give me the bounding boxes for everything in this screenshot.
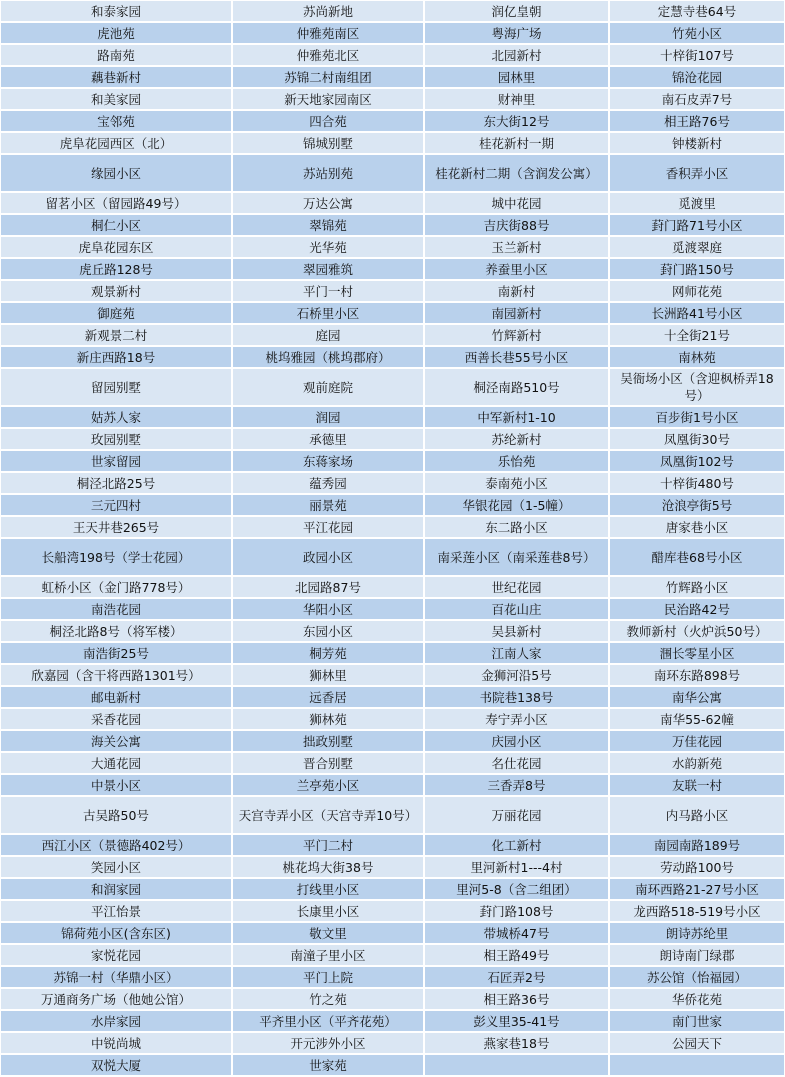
community-name-cell: 大通花园	[1, 753, 231, 773]
community-name-cell: 虹桥小区（金门路778号）	[1, 577, 231, 597]
community-name-cell: 南园南路189号	[610, 835, 784, 855]
community-name-cell: 华银花园（1-5幢）	[425, 495, 608, 515]
community-name-cell: 园林里	[425, 67, 608, 87]
community-name-cell: 吴县新村	[425, 621, 608, 641]
table-row	[1, 797, 784, 833]
community-name-cell	[425, 1055, 608, 1075]
community-name-cell: 朗诗苏纶里	[610, 923, 784, 943]
community-name-cell: 龙西路518-519号小区	[610, 901, 784, 921]
table-row	[1, 879, 784, 899]
community-name-cell: 狮林里	[233, 665, 423, 685]
community-name-cell: 燕家巷18号	[425, 1033, 608, 1053]
community-name-cell: 缘园小区	[1, 155, 231, 191]
community-name-cell: 观景新村	[1, 281, 231, 301]
table-row	[1, 775, 784, 795]
community-name-cell: 仲雅苑南区	[233, 23, 423, 43]
community-name-cell: 里河新村1---4村	[425, 857, 608, 877]
community-name-cell: 和美家园	[1, 89, 231, 109]
community-name-cell: 相王路76号	[610, 111, 784, 131]
community-name-cell: 古吴路50号	[1, 797, 231, 833]
table-row	[1, 259, 784, 279]
table-row	[1, 237, 784, 257]
table-row	[1, 517, 784, 537]
table-row	[1, 901, 784, 921]
community-name-cell: 兰亭苑小区	[233, 775, 423, 795]
community-name-cell: 平江怡景	[1, 901, 231, 921]
community-name-cell: 定慧寺巷64号	[610, 1, 784, 21]
table-row	[1, 23, 784, 43]
community-name-cell: 香积弄小区	[610, 155, 784, 191]
community-name-cell: 政园小区	[233, 539, 423, 575]
table-row	[1, 67, 784, 87]
table-row	[1, 643, 784, 663]
community-name-cell: 平门一村	[233, 281, 423, 301]
community-name-cell: 笑园小区	[1, 857, 231, 877]
community-name-cell: 敬文里	[233, 923, 423, 943]
community-name-cell: 三香弄8号	[425, 775, 608, 795]
community-name-cell: 长船湾198号（学士花园）	[1, 539, 231, 575]
table-row	[1, 193, 784, 213]
community-name-cell: 路南苑	[1, 45, 231, 65]
table-row	[1, 709, 784, 729]
community-name-cell: 平门二村	[233, 835, 423, 855]
community-name-cell: 世家留园	[1, 451, 231, 471]
community-name-cell: 欣嘉园（含干将西路1301号）	[1, 665, 231, 685]
community-name-cell: 桐泾北路25号	[1, 473, 231, 493]
community-name-cell: 虎丘路128号	[1, 259, 231, 279]
community-name-cell: 水岸家园	[1, 1011, 231, 1031]
community-name-cell: 江南人家	[425, 643, 608, 663]
community-name-cell: 吉庆街88号	[425, 215, 608, 235]
community-name-cell: 相王路36号	[425, 989, 608, 1009]
community-name-cell: 寿宁弄小区	[425, 709, 608, 729]
community-name-cell: 凤凰街102号	[610, 451, 784, 471]
community-name-cell: 竹辉路小区	[610, 577, 784, 597]
community-name-cell: 南华公寓	[610, 687, 784, 707]
community-name-cell: 十全街21号	[610, 325, 784, 345]
community-name-cell: 远香居	[233, 687, 423, 707]
community-name-cell: 钟楼新村	[610, 133, 784, 153]
community-name-cell: 东二路小区	[425, 517, 608, 537]
community-name-cell: 万达公寓	[233, 193, 423, 213]
community-name-cell: 苏锦一村（华鼎小区）	[1, 967, 231, 987]
community-name-cell: 南浩花园	[1, 599, 231, 619]
community-name-cell: 邮电新村	[1, 687, 231, 707]
community-name-cell: 开元涉外小区	[233, 1033, 423, 1053]
table-row	[1, 923, 784, 943]
community-name-cell: 平齐里小区（平齐花苑）	[233, 1011, 423, 1031]
community-name-cell: 藕巷新村	[1, 67, 231, 87]
community-name-cell: 虎阜花园东区	[1, 237, 231, 257]
table-row	[1, 1033, 784, 1053]
table-row	[1, 599, 784, 619]
community-name-cell: 百花山庄	[425, 599, 608, 619]
community-name-cell: 彭义里35-41号	[425, 1011, 608, 1031]
table-row	[1, 665, 784, 685]
community-name-cell: 庭园	[233, 325, 423, 345]
table-row	[1, 111, 784, 131]
community-name-cell: 南采莲小区（南采莲巷8号）	[425, 539, 608, 575]
community-name-cell: 玉兰新村	[425, 237, 608, 257]
community-name-cell: 南潼子里小区	[233, 945, 423, 965]
community-name-cell: 锦城别墅	[233, 133, 423, 153]
community-name-cell: 泰南苑小区	[425, 473, 608, 493]
community-name-cell: 留茗小区（留园路49号）	[1, 193, 231, 213]
community-name-cell: 天宫寺弄小区（天宫寺弄10号）	[233, 797, 423, 833]
community-name-cell: 采香花园	[1, 709, 231, 729]
community-name-cell: 劳动路100号	[610, 857, 784, 877]
community-name-cell: 桃坞雅园（桃坞郡府）	[233, 347, 423, 367]
community-name-cell: 留园别墅	[1, 369, 231, 405]
community-name-cell: 涠长零星小区	[610, 643, 784, 663]
community-name-cell: 西江小区（景德路402号）	[1, 835, 231, 855]
community-name-cell: 新庄西路18号	[1, 347, 231, 367]
community-name-cell: 乐怡苑	[425, 451, 608, 471]
community-name-cell: 东园小区	[233, 621, 423, 641]
community-name-cell: 吴衙场小区（含迎枫桥弄18号）	[610, 369, 784, 405]
table-row	[1, 407, 784, 427]
community-name-cell: 华阳小区	[233, 599, 423, 619]
community-name-cell: 十梓街480号	[610, 473, 784, 493]
table-row	[1, 1011, 784, 1031]
community-name-cell: 葑门路71号小区	[610, 215, 784, 235]
table-row	[1, 281, 784, 301]
community-name-cell: 南新村	[425, 281, 608, 301]
community-name-cell: 万丽花园	[425, 797, 608, 833]
community-name-cell: 家悦花园	[1, 945, 231, 965]
community-name-cell: 润亿皇朝	[425, 1, 608, 21]
community-name-cell: 南华55-62幢	[610, 709, 784, 729]
community-name-cell: 狮林苑	[233, 709, 423, 729]
table-row	[1, 325, 784, 345]
community-name-cell: 四合苑	[233, 111, 423, 131]
community-name-cell: 翠园雅筑	[233, 259, 423, 279]
community-name-cell: 网师花苑	[610, 281, 784, 301]
community-name-cell: 书院巷138号	[425, 687, 608, 707]
community-name-cell: 教师新村（火炉浜50号）	[610, 621, 784, 641]
community-name-cell: 承德里	[233, 429, 423, 449]
community-name-cell: 仲雅苑北区	[233, 45, 423, 65]
community-name-cell: 南环西路21-27号小区	[610, 879, 784, 899]
community-name-cell: 锦荷苑小区(含东区)	[1, 923, 231, 943]
table-row	[1, 495, 784, 515]
community-name-cell: 金狮河沿5号	[425, 665, 608, 685]
community-name-cell: 庆园小区	[425, 731, 608, 751]
community-name-cell: 化工新村	[425, 835, 608, 855]
community-name-cell: 带城桥47号	[425, 923, 608, 943]
community-name-cell: 桐仁小区	[1, 215, 231, 235]
community-name-cell: 南园新村	[425, 303, 608, 323]
community-name-cell: 东蒋家场	[233, 451, 423, 471]
community-name-cell: 凤凰街30号	[610, 429, 784, 449]
community-name-cell: 世纪花园	[425, 577, 608, 597]
table-row	[1, 731, 784, 751]
community-name-cell: 长康里小区	[233, 901, 423, 921]
community-name-cell: 苏尚新地	[233, 1, 423, 21]
community-name-cell: 锦沧花园	[610, 67, 784, 87]
table-row	[1, 945, 784, 965]
community-name-cell: 公园天下	[610, 1033, 784, 1053]
table-row	[1, 303, 784, 323]
community-name-cell: 十梓街107号	[610, 45, 784, 65]
community-name-cell: 双悦大厦	[1, 1055, 231, 1075]
table-row	[1, 133, 784, 153]
community-name-cell: 桂花新村一期	[425, 133, 608, 153]
table-row	[1, 215, 784, 235]
table-row	[1, 835, 784, 855]
community-name-cell: 世家苑	[233, 1055, 423, 1075]
community-name-cell: 苏锦二村南组团	[233, 67, 423, 87]
table-row	[1, 1055, 784, 1075]
community-name-cell: 润园	[233, 407, 423, 427]
community-name-cell: 南浩街25号	[1, 643, 231, 663]
table-row	[1, 451, 784, 471]
community-name-cell: 华侨花苑	[610, 989, 784, 1009]
community-name-cell: 内马路小区	[610, 797, 784, 833]
community-name-cell: 石匠弄2号	[425, 967, 608, 987]
community-name-cell: 养蚕里小区	[425, 259, 608, 279]
community-name-cell: 沧浪亭街5号	[610, 495, 784, 515]
community-name-cell: 桐泾南路510号	[425, 369, 608, 405]
table-row	[1, 1, 784, 21]
table-body	[1, 1, 784, 1075]
community-name-cell: 宝邻苑	[1, 111, 231, 131]
community-name-cell: 北园新村	[425, 45, 608, 65]
table-row	[1, 967, 784, 987]
community-name-cell: 桂花新村二期（含润发公寓）	[425, 155, 608, 191]
community-name-cell: 南石皮弄7号	[610, 89, 784, 109]
community-name-cell: 三元四村	[1, 495, 231, 515]
community-name-cell: 桃花坞大街38号	[233, 857, 423, 877]
table-row	[1, 155, 784, 191]
community-name-cell: 城中花园	[425, 193, 608, 213]
community-name-cell: 平江花园	[233, 517, 423, 537]
table-row	[1, 753, 784, 773]
community-name-cell: 丽景苑	[233, 495, 423, 515]
community-name-cell: 里河5-8（含二组团）	[425, 879, 608, 899]
community-name-cell: 平门上院	[233, 967, 423, 987]
community-name-cell: 海关公寓	[1, 731, 231, 751]
table-row	[1, 539, 784, 575]
community-name-cell: 王天井巷265号	[1, 517, 231, 537]
community-name-cell: 虎阜花园西区（北）	[1, 133, 231, 153]
community-name-cell: 中军新村1-10	[425, 407, 608, 427]
community-name-cell: 中锐尚城	[1, 1033, 231, 1053]
community-name-cell: 晋合别墅	[233, 753, 423, 773]
table-row	[1, 857, 784, 877]
table-row	[1, 429, 784, 449]
community-name-cell: 新观景二村	[1, 325, 231, 345]
community-name-cell: 打线里小区	[233, 879, 423, 899]
community-name-cell: 万通商务广场（他她公馆）	[1, 989, 231, 1009]
table-row	[1, 369, 784, 405]
community-name-cell: 葑门路150号	[610, 259, 784, 279]
community-name-cell: 苏公馆（怡福园）	[610, 967, 784, 987]
community-name-cell: 民治路42号	[610, 599, 784, 619]
community-name-cell: 南环东路898号	[610, 665, 784, 685]
community-name-cell: 南门世家	[610, 1011, 784, 1031]
community-name-cell: 葑门路108号	[425, 901, 608, 921]
community-name-cell: 竹苑小区	[610, 23, 784, 43]
table-row	[1, 45, 784, 65]
community-name-cell: 拙政别墅	[233, 731, 423, 751]
community-name-cell: 御庭苑	[1, 303, 231, 323]
community-name-cell: 苏纶新村	[425, 429, 608, 449]
community-name-cell: 朗诗南门绿郡	[610, 945, 784, 965]
community-name-cell: 百步街1号小区	[610, 407, 784, 427]
community-name-cell: 蕴秀园	[233, 473, 423, 493]
community-name-cell: 唐家巷小区	[610, 517, 784, 537]
table-row	[1, 577, 784, 597]
community-name-cell: 翠锦苑	[233, 215, 423, 235]
community-name-cell: 和泰家园	[1, 1, 231, 21]
community-name-cell: 长洲路41号小区	[610, 303, 784, 323]
community-name-cell: 观前庭院	[233, 369, 423, 405]
table-row	[1, 347, 784, 367]
community-name-cell: 新天地家园南区	[233, 89, 423, 109]
table-row	[1, 687, 784, 707]
table-row	[1, 989, 784, 1009]
community-name-cell: 相王路49号	[425, 945, 608, 965]
community-name-cell: 桐泾北路8号（将军楼）	[1, 621, 231, 641]
community-name-cell: 玫园别墅	[1, 429, 231, 449]
community-name-cell: 竹辉新村	[425, 325, 608, 345]
community-name-cell: 友联一村	[610, 775, 784, 795]
community-name-cell: 竹之苑	[233, 989, 423, 1009]
community-name-cell: 水韵新苑	[610, 753, 784, 773]
table-row	[1, 89, 784, 109]
community-name-cell: 南林苑	[610, 347, 784, 367]
community-name-cell: 粤海广场	[425, 23, 608, 43]
community-name-cell: 西善长巷55号小区	[425, 347, 608, 367]
community-name-cell: 东大街12号	[425, 111, 608, 131]
community-name-cell: 醋库巷68号小区	[610, 539, 784, 575]
community-name-cell	[610, 1055, 784, 1075]
community-name-cell: 虎池苑	[1, 23, 231, 43]
community-name-cell: 觅渡里	[610, 193, 784, 213]
community-name-cell: 万佳花园	[610, 731, 784, 751]
community-name-cell: 桐芳苑	[233, 643, 423, 663]
table-row	[1, 473, 784, 493]
community-name-cell: 石桥里小区	[233, 303, 423, 323]
community-name-cell: 中景小区	[1, 775, 231, 795]
community-name-cell: 苏站别苑	[233, 155, 423, 191]
community-name-cell: 觅渡翠庭	[610, 237, 784, 257]
community-name-cell: 财神里	[425, 89, 608, 109]
community-name-cell: 北园路87号	[233, 577, 423, 597]
community-name-cell: 和润家园	[1, 879, 231, 899]
table-row	[1, 621, 784, 641]
community-name-cell: 名仕花园	[425, 753, 608, 773]
community-name-cell: 光华苑	[233, 237, 423, 257]
community-name-cell: 姑苏人家	[1, 407, 231, 427]
